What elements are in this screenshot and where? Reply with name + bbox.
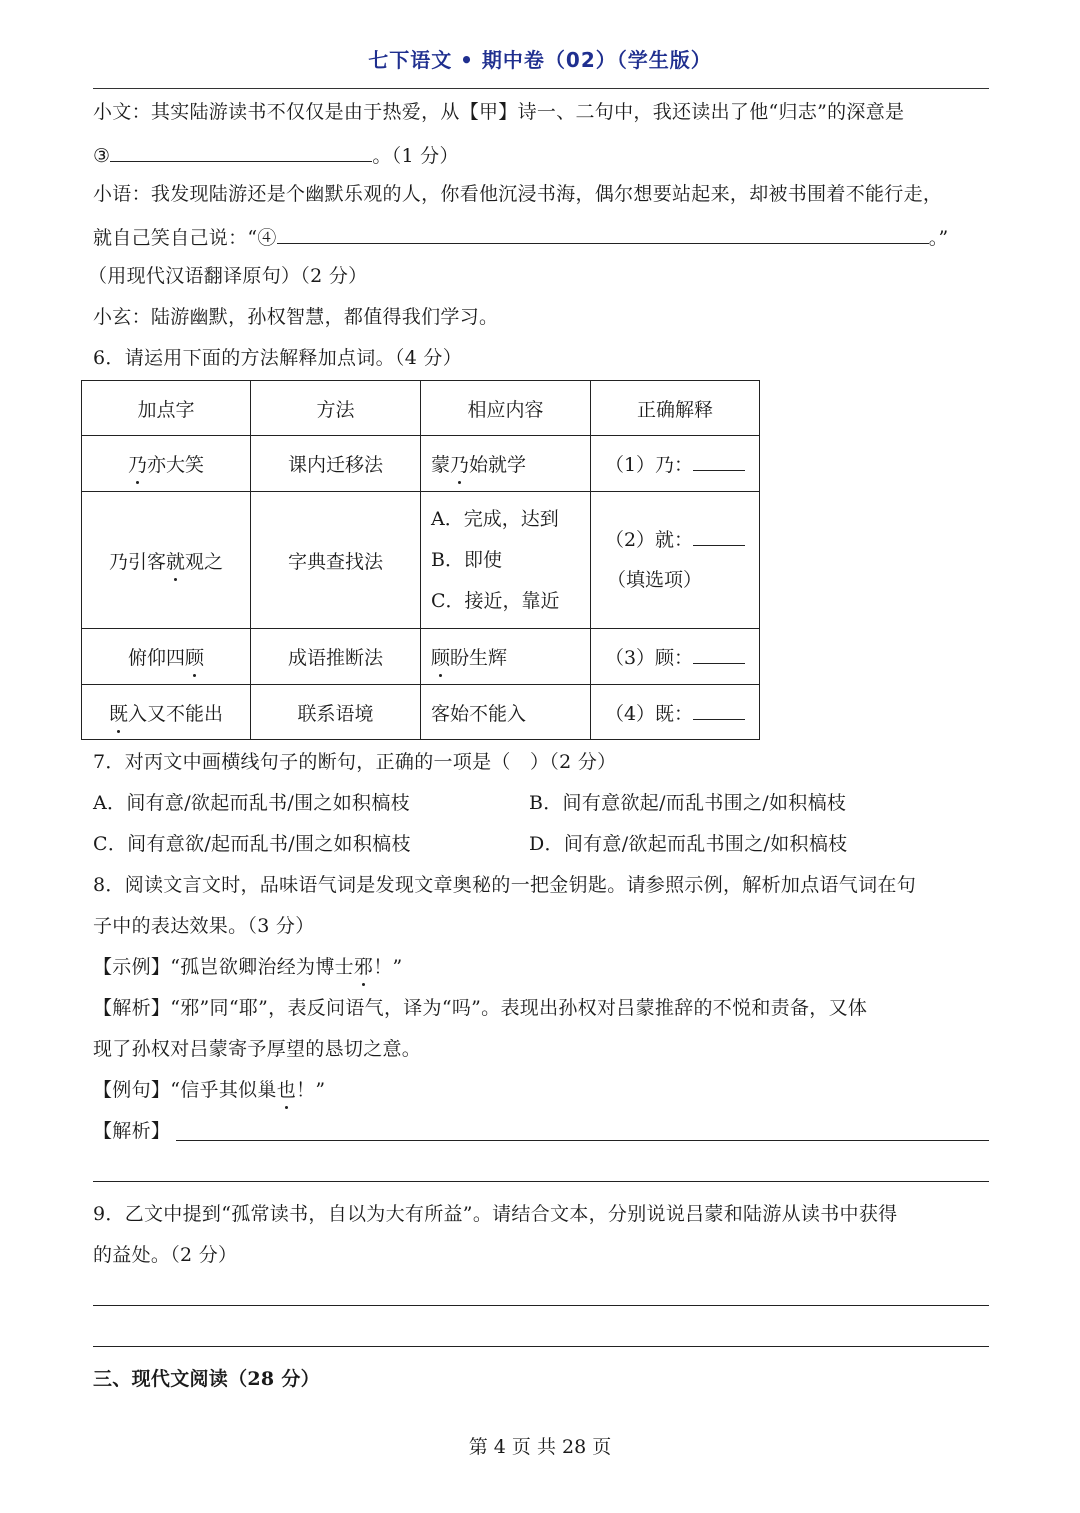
- q9-answer-line-2[interactable]: [93, 1346, 989, 1347]
- emphasis-dot-char: 邪: [353, 956, 374, 978]
- q8-answer-line-1[interactable]: [176, 1140, 989, 1141]
- q8-analysis-line1: 【解析】“邪”同“耶”，表反问语气，译为“吗”。表现出孙权对吕蒙推辞的不悦和责备，又体: [93, 997, 868, 1019]
- answer-blank[interactable]: [693, 701, 745, 720]
- q8-example: 【示例】“孤岂欲卿治经为博士邪！”: [93, 956, 403, 978]
- q7-prompt: 7．对丙文中画横线句子的断句，正确的一项是（ ）（2 分）: [93, 751, 617, 773]
- method-cell: 课内迁移法: [251, 436, 421, 492]
- dictionary-option: A．完成，达到: [431, 507, 559, 530]
- q8-answer-label: 【解析】: [93, 1120, 171, 1142]
- answer-note: （填选项）: [607, 569, 703, 591]
- answer-cell[interactable]: （4）既：: [591, 685, 760, 740]
- quote-close: 。”: [928, 227, 949, 249]
- answer-cell[interactable]: （1）乃：: [591, 436, 760, 492]
- q8-sentence: 【例句】“信乎其似巢也！”: [93, 1079, 326, 1101]
- table-row: [82, 685, 760, 740]
- content-cell: 客始不能入: [421, 685, 591, 740]
- method-cell: 联系语境: [251, 685, 421, 740]
- q8-prompt-line1: 8．阅读文言文时，品味语气词是发现文章奥秘的一把金钥匙。请参照示例，解析加点语气词在句: [93, 874, 916, 896]
- q9-prompt-line2: 的益处。（2 分）: [93, 1244, 238, 1266]
- table-header-row: [82, 381, 760, 436]
- dialogue-xiaowen-line2: [93, 141, 459, 168]
- answer-marker-4: 就自己笑自己说：“④: [93, 227, 277, 249]
- q7-option-b[interactable]: B．间有意欲起/而乱书围之/如积槁枝: [529, 792, 847, 814]
- table-row: [82, 436, 760, 492]
- table-header-cell: 相应内容: [421, 381, 591, 436]
- options-cell: [421, 492, 591, 629]
- q7-option-c[interactable]: C．间有意欲/起而乱书/围之如积槁枝: [93, 833, 411, 855]
- emphasis-dot-char: 也: [276, 1079, 297, 1101]
- emphasis-dot-char: 乃: [450, 450, 469, 477]
- q6-table: [81, 380, 760, 740]
- dialogue-xiaoxuan: 小玄：陆游幽默，孙权智慧，都值得我们学习。: [93, 306, 499, 328]
- content-cell: 顾盼生辉: [421, 629, 591, 685]
- q8-prompt-line2: 子中的表达效果。（3 分）: [93, 915, 315, 937]
- answer-marker-3: ③: [93, 145, 111, 167]
- emphasis-dot-char: 乃: [128, 450, 147, 477]
- dialogue-xiaowen-line1: 小文：其实陆游读书不仅仅是由于热爱，从【甲】诗一、二句中，我还读出了他“归志”的深意是: [93, 101, 905, 123]
- q8-analysis-line2: 现了孙权对吕蒙寄予厚望的恳切之意。: [93, 1038, 422, 1060]
- method-cell: 字典查找法: [251, 492, 421, 629]
- page-header-title: 七下语文 • 期中卷（02）（学生版）: [368, 48, 712, 72]
- q8-answer-line-2[interactable]: [93, 1181, 989, 1182]
- q6-prompt: 6．请运用下面的方法解释加点词。（4 分）: [93, 347, 463, 369]
- q7-option-a[interactable]: A．间有意/欲起而乱书/围之如积槁枝: [93, 792, 410, 814]
- answer-cell[interactable]: （3）顾：: [591, 629, 760, 685]
- dialogue-xiaoyu-line2: [93, 223, 949, 250]
- dotted-word-cell: 乃亦大笑: [82, 436, 251, 492]
- answer-blank[interactable]: [693, 645, 745, 664]
- content-cell: 蒙乃始就学: [421, 436, 591, 492]
- emphasis-dot-char: 就: [166, 547, 185, 574]
- table-header-cell: 加点字: [82, 381, 251, 436]
- q7-option-d[interactable]: D．间有意/欲起而乱书围之/如积槁枝: [529, 833, 848, 855]
- table-header-cell: 方法: [251, 381, 421, 436]
- page-number: 第 4 页 共 28 页: [468, 1436, 612, 1458]
- answer-blank[interactable]: [693, 452, 745, 471]
- section-title: 三、现代文阅读（28 分）: [93, 1368, 320, 1390]
- answer-cell[interactable]: （2）就： （填选项）: [591, 492, 760, 629]
- emphasis-dot-char: 顾: [185, 643, 204, 670]
- q9-prompt-line1: 9．乙文中提到“孤常读书，自以为大有所益”。请结合文本，分别说说吕蒙和陆游从读书中获得: [93, 1203, 898, 1225]
- points-label: 。（1 分）: [372, 145, 459, 167]
- answer-blank[interactable]: [693, 527, 745, 546]
- q9-answer-line-1[interactable]: [93, 1305, 989, 1306]
- dictionary-option: C．接近，靠近: [431, 589, 560, 612]
- method-cell: 成语推断法: [251, 629, 421, 685]
- answer-blank-4[interactable]: [277, 223, 929, 244]
- answer-blank-3[interactable]: [110, 141, 372, 162]
- dictionary-option: B．即使: [431, 548, 502, 571]
- dotted-word-cell: 乃引客就观之: [82, 492, 251, 629]
- dialogue-xiaoyu-line3: （用现代汉语翻译原句）（2 分）: [88, 265, 368, 287]
- emphasis-dot-char: 顾: [431, 643, 450, 670]
- table-header-cell: 正确解释: [591, 381, 760, 436]
- table-row: [82, 492, 760, 629]
- dialogue-xiaoyu-line1: 小语：我发现陆游还是个幽默乐观的人，你看他沉浸书海，偶尔想要站起来，却被书围着不能行走，: [93, 183, 943, 205]
- header-divider: [93, 88, 989, 89]
- emphasis-dot-char: 既: [109, 699, 128, 726]
- dotted-word-cell: 既入又不能出: [82, 685, 251, 740]
- dotted-word-cell: 俯仰四顾: [82, 629, 251, 685]
- table-row: [82, 629, 760, 685]
